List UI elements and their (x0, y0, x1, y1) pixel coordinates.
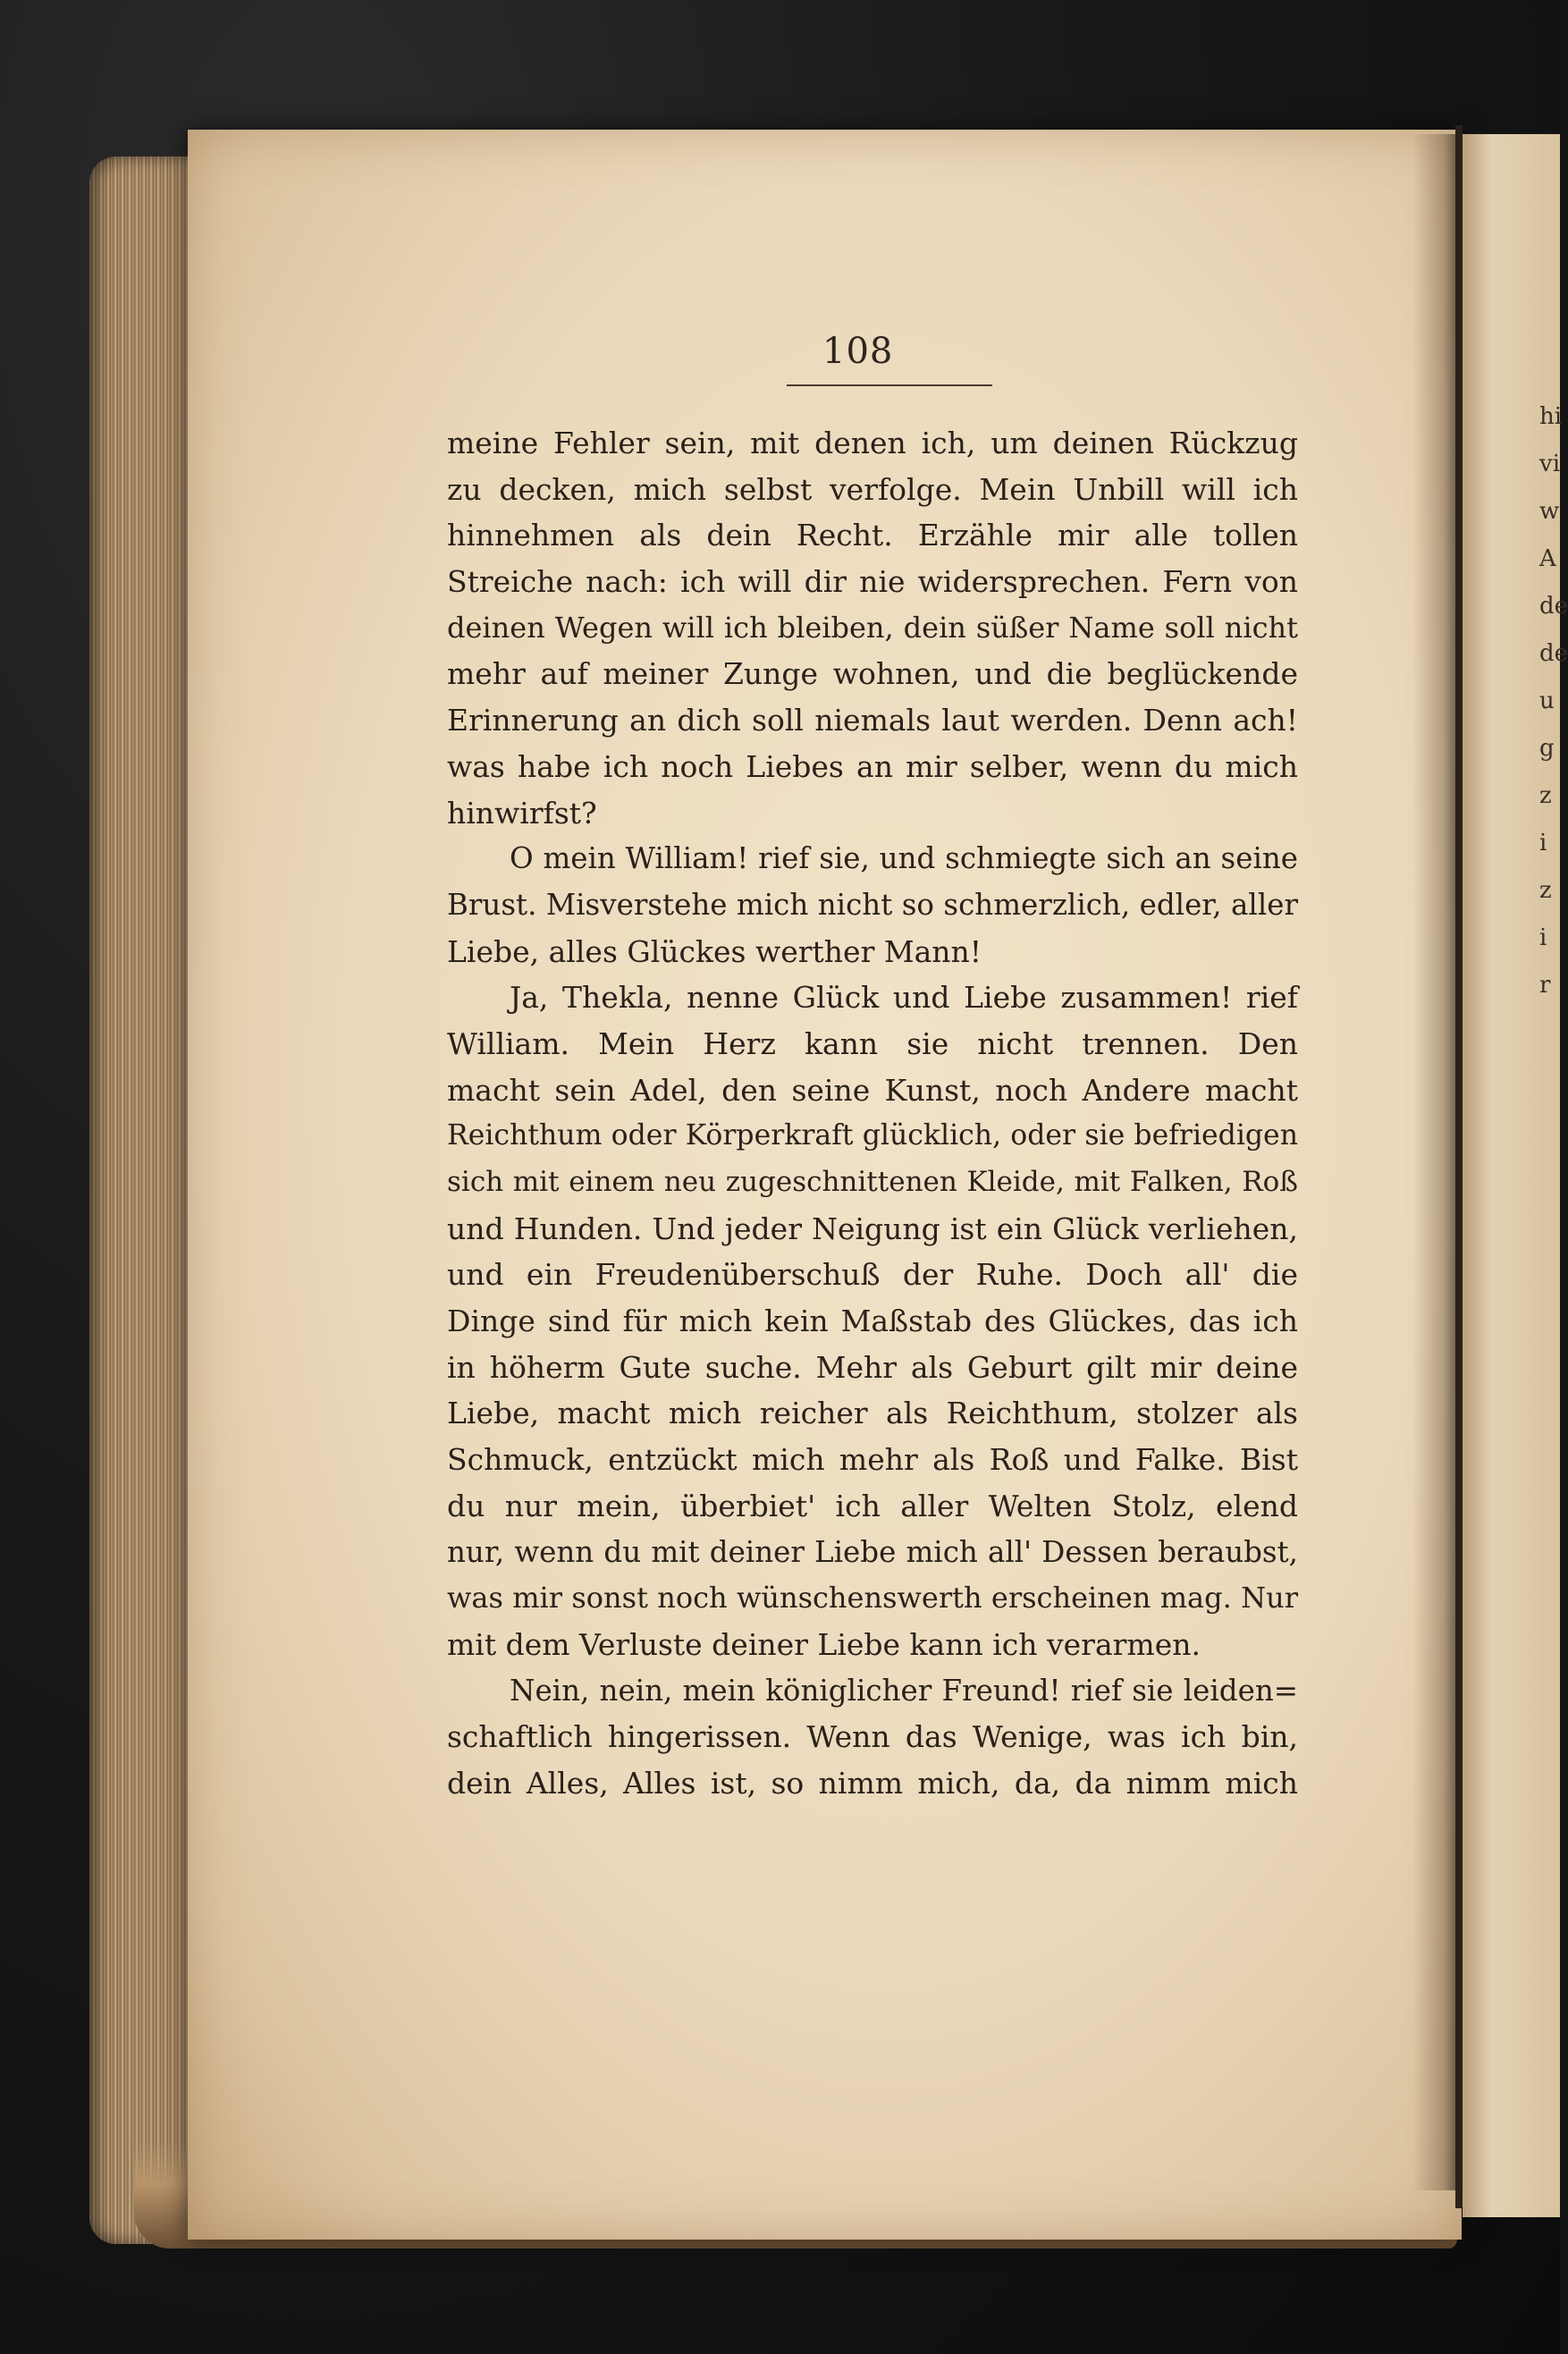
header-rule (787, 384, 992, 386)
text-line: schaftlich hingerissen. Wenn das Wenige, was ich bin, (447, 1719, 1298, 1755)
text-line: Erinnerung an dich soll niemals laut werden. Denn ach! (447, 703, 1298, 738)
text-line: Brust. Misverstehe mich nicht so schmerzlich, edler, aller (447, 887, 1298, 922)
text-line: Liebe, alles Glückes werther Mann! (447, 933, 982, 969)
text-line: was habe ich noch Liebes an mir selber, wenn du mich (447, 748, 1298, 784)
next-page-fragment: A (1539, 545, 1556, 572)
text-line: Ja, Thekla, nenne Glück und Liebe zusammen! rief (510, 980, 1298, 1016)
text-line: deinen Wegen will ich bleiben, dein süßer Name soll nicht (447, 610, 1298, 645)
next-page-fragment: i (1539, 830, 1547, 856)
text-line: Liebe, macht mich reicher als Reichthum, stolzer als (447, 1396, 1298, 1431)
text-line: in höherm Gute suche. Mehr als Geburt gilt mir deine (447, 1349, 1298, 1385)
text-line: sich mit einem neu zugeschnittenen Kleide, mit Falken, Roß (447, 1166, 1298, 1198)
next-page-fragment: g (1539, 735, 1555, 762)
text-line: mehr auf meiner Zunge wohnen, und die beglückende (447, 656, 1298, 692)
next-page-fragment: vi (1539, 451, 1561, 477)
text-line: macht sein Adel, den seine Kunst, noch Andere macht (447, 1072, 1298, 1108)
page-gutter (1412, 134, 1457, 2190)
text-line: Reichthum oder Körperkraft glücklich, oder sie befriedigen (447, 1119, 1298, 1152)
text-line: Schmuck, entzückt mich mehr als Roß und Falke. Bist (447, 1442, 1298, 1478)
text-line: Streiche nach: ich will dir nie widersprechen. Fern von (447, 564, 1298, 600)
text-line: und ein Freudenüberschuß der Ruhe. Doch all' die (447, 1257, 1298, 1293)
next-page-fragment: i (1539, 924, 1547, 951)
text-line: O mein William! rief sie, und schmiegte sich an seine (510, 841, 1298, 876)
next-page-fragment: de (1539, 593, 1568, 620)
next-page-fragment: z (1539, 877, 1552, 904)
body-text (447, 420, 1298, 1807)
next-page-fragment: z (1539, 782, 1552, 809)
next-page-text-fragments (1539, 393, 1568, 1009)
next-page-fragment: hi (1539, 403, 1563, 430)
book-spine (1455, 125, 1463, 2208)
text-line: dein Alles, Alles ist, so nimm mich, da, da nimm mich (447, 1765, 1298, 1801)
next-page-fragment: u (1539, 688, 1555, 714)
text-line: Nein, nein, mein königlicher Freund! rief sie leiden= (510, 1673, 1298, 1708)
page-number: 108 (822, 331, 894, 372)
next-page-fragment: w (1539, 498, 1560, 525)
text-line: zu decken, mich selbst verfolge. Mein Unbill will ich (447, 471, 1298, 507)
text-line: meine Fehler sein, mit denen ich, um deinen Rückzug (447, 426, 1298, 460)
text-line: nur, wenn du mit deiner Liebe mich all' Dessen beraubst, (447, 1534, 1298, 1569)
text-line: hinwirfst? (447, 795, 597, 831)
text-line: und Hunden. Und jeder Neigung ist ein Glück verliehen, (447, 1211, 1298, 1246)
next-page-fragment: r (1539, 972, 1551, 999)
next-page-fragment: de (1539, 640, 1568, 667)
text-line: du nur mein, überbiet' ich aller Welten Stolz, elend (447, 1488, 1298, 1523)
text-line: hinnehmen als dein Recht. Erzähle mir alle tollen (447, 518, 1298, 553)
text-line: William. Mein Herz kann sie nicht trennen. Den (447, 1025, 1298, 1061)
text-line: mit dem Verluste deiner Liebe kann ich verarmen. (447, 1626, 1201, 1662)
text-line: was mir sonst noch wünschenswerth erscheinen mag. Nur (447, 1581, 1298, 1616)
text-line: Dinge sind für mich kein Maßstab des Glückes, das ich (447, 1304, 1298, 1339)
